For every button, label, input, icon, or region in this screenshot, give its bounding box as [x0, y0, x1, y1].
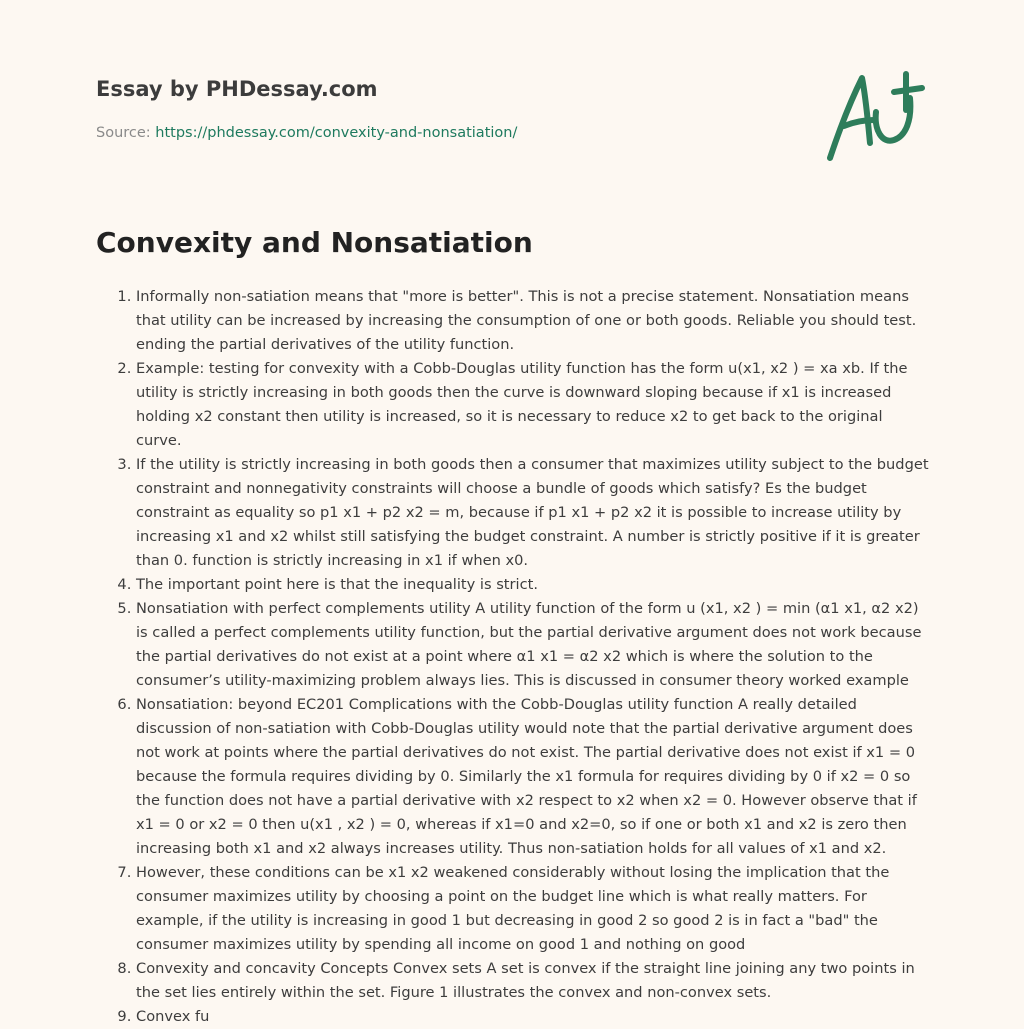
list-item: 4. The important point here is that the inequality is strict. — [136, 573, 932, 597]
essay-list — [96, 285, 932, 1029]
source-label: Source: — [96, 125, 151, 141]
list-item: 1. Informally non-satiation means that "more is better". This is not a precise statement. Nonsatiation means that utility can be increased by increasing the consumption of one or both goods. Reliable you should test. ending the partial derivatives of the utility function. — [136, 285, 932, 357]
list-item: 6. Nonsatiation: beyond EC201 Complications with the Cobb-Douglas utility function A really detailed discussion of non-satiation with Cobb-Douglas utility would note that the partial derivative argument does not work at points where the partial derivatives do not exist. The partial derivative does not exist if x1 = 0 because the formula requires dividing by 0. Similarly the x1 formula for requires dividing by 0 if x2 = 0 so the function does not have a partial derivative with x2 respect to x2 when x2 = 0. However observe that if x1 = 0 or x2 = 0 then u(x1 , x2 ) = 0, whereas if x1=0 and x2=0, so if one or both x1 and x2 is zero then increasing both x1 and x2 always increases utility. Thus non-satiation holds for all values of x1 and x2. — [136, 693, 932, 861]
list-item: 3. If the utility is strictly increasing in both goods then a consumer that maximizes utility subject to the budget constraint and nonnegativity constraints will choose a bundle of goods which satisfy? Es the budget constraint as equality so p1 x1 + p2 x2 = m, because if p1 x1 + p2 x2 it is possible to increase utility by increasing x1 and x2 whilst still satisfying the budget constraint. A number is strictly positive if it is greater than 0. function is strictly increasing in x1 if when x0. — [136, 453, 932, 573]
list-item: 5. Nonsatiation with perfect complements utility A utility function of the form u (x1, x2 ) = min (α1 x1, α2 x2) is called a perfect complements utility function, but the partial derivative argument does not work because the partial derivatives do not exist at a point where α1 x1 = α2 x2 which is where the solution to the consumer’s utility-maximizing problem always lies. This is discussed in consumer theory worked example — [136, 597, 932, 693]
source-link[interactable]: https://phdessay.com/convexity-and-nonsatiation/ — [155, 125, 518, 141]
a-plus-icon — [822, 68, 932, 164]
list-item: 8. Convexity and concavity Concepts Convex sets A set is convex if the straight line joining any two points in the set lies entirely within the set. Figure 1 illustrates the convex and non-convex sets. — [136, 957, 932, 1005]
list-item: 2. Example: testing for convexity with a Cobb-Douglas utility function has the form u(x1, x2 ) = xa xb. If the utility is strictly increasing in both goods then the curve is downward sloping because if x1 is increased holding x2 constant then utility is increased, so it is necessary to reduce x2 to get back to the original curve. — [136, 357, 932, 453]
source-line — [96, 125, 517, 141]
list-item: 9. Convex fu — [136, 1005, 932, 1029]
essay-title: Convexity and Nonsatiation — [96, 226, 533, 259]
list-item: 7. However, these conditions can be x1 x2 weakened considerably without losing the implication that the consumer maximizes utility by choosing a point on the budget line which is what really matters. For example, if the utility is increasing in good 1 but decreasing in good 2 so good 2 is in fact a "bad" the consumer maximizes utility by spending all income on good 1 and nothing on good — [136, 861, 932, 957]
site-title: Essay by PHDessay.com — [96, 77, 378, 101]
